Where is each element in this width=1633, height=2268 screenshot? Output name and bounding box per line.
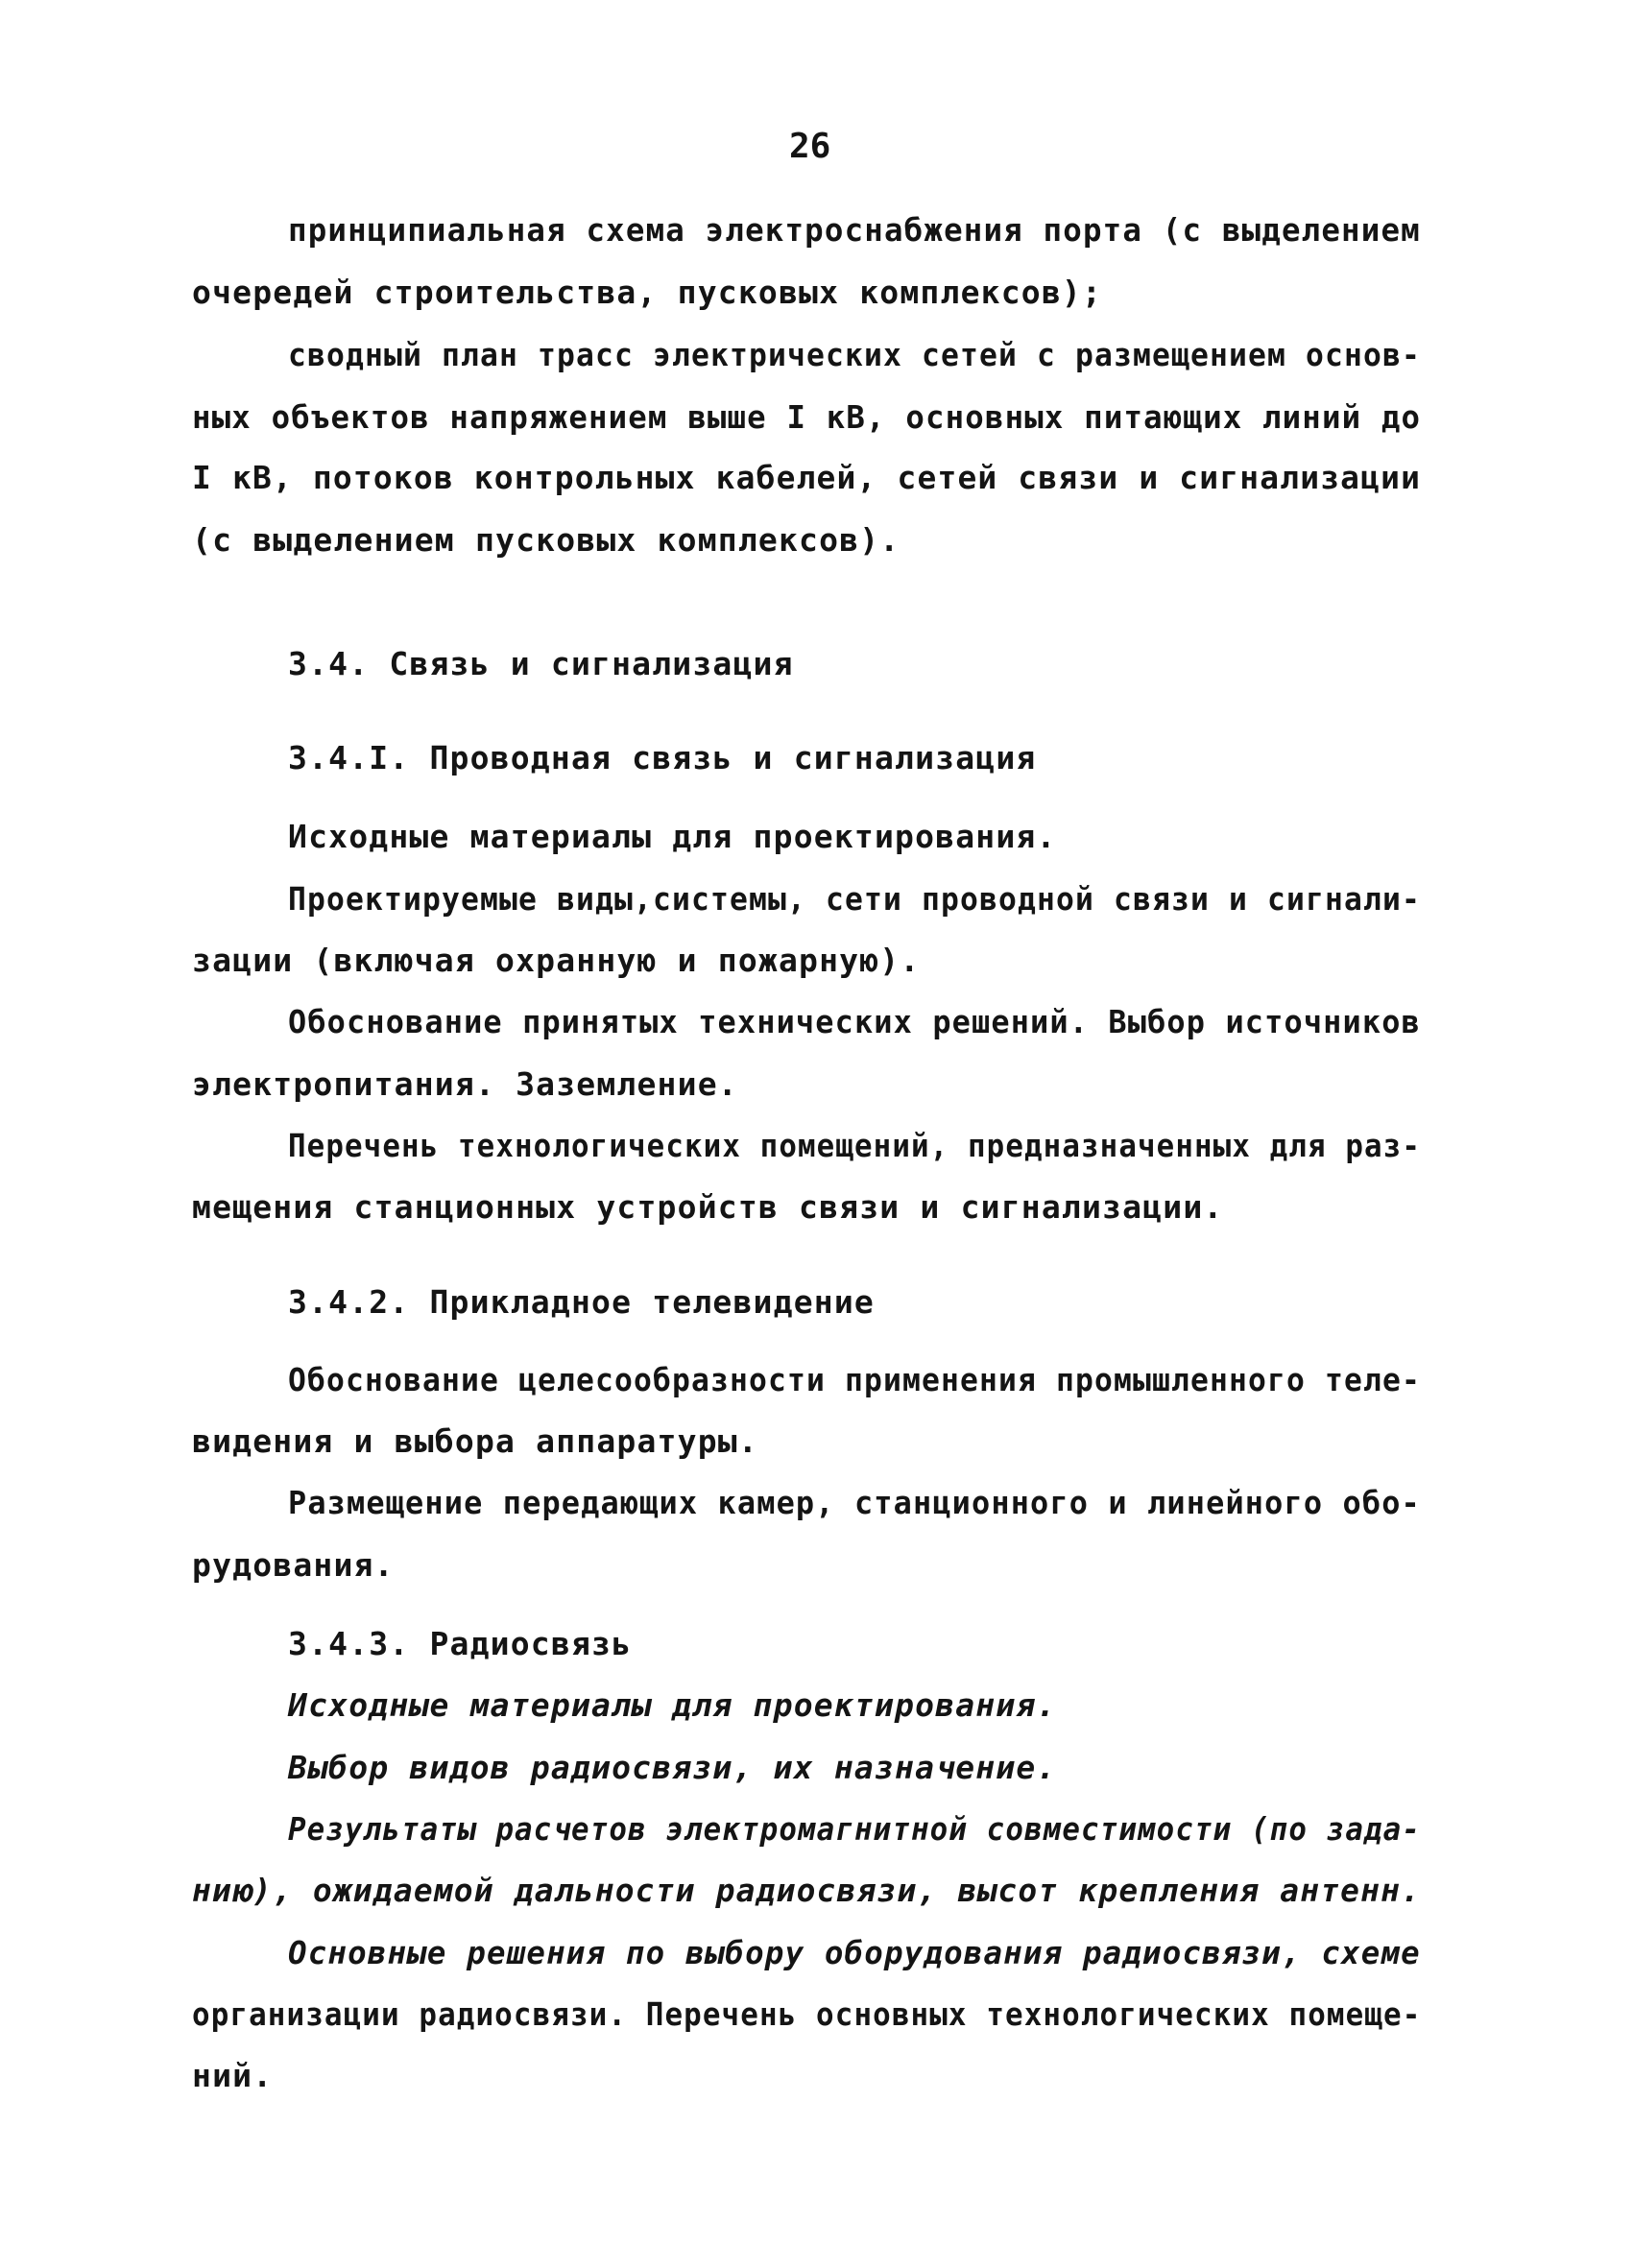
subsection-heading: 3.4.2. Прикладное телевидение: [288, 1283, 875, 1321]
text-line: Обоснование принятых технических решений. Выбор источников: [288, 1003, 1421, 1040]
section-heading: 3.4. Связь и сигнализация: [288, 645, 794, 682]
text-line: видения и выбора аппаратуры.: [192, 1422, 758, 1460]
text-line: нию), ожидаемой дальности радиосвязи, высот крепления антенн.: [192, 1872, 1422, 1909]
text-line: (с выделением пусковых комплексов).: [192, 521, 901, 559]
text-line: рудования.: [192, 1546, 395, 1584]
text-line: зации (включая охранную и пожарную).: [192, 942, 921, 979]
text-line: сводный план трасс электрических сетей с размещением основ-: [288, 336, 1421, 373]
text-line: электропитания. Заземление.: [192, 1065, 738, 1103]
text-line: Обоснование целесообразности применения промышленного теле-: [288, 1361, 1421, 1398]
text-line: Результаты расчетов электромагнитной совместимости (по зада-: [288, 1810, 1422, 1848]
text-line: Размещение передающих камер, станционного и линейного обо-: [288, 1484, 1421, 1521]
text-line: Исходные материалы для проектирования.: [288, 818, 1057, 855]
subsection-heading: 3.4.3. Радиосвязь: [288, 1625, 633, 1662]
text-line: I кВ, потоков контрольных кабелей, сетей связи и сигнализации: [192, 459, 1422, 496]
text-line: Исходные материалы для проектирования.: [288, 1686, 1057, 1724]
text-line: принципиальная схема электроснабжения порта (с выделением: [288, 211, 1421, 249]
page-number: 26: [789, 127, 831, 166]
text-line: мещения станционных устройств связи и сигнализации.: [192, 1188, 1224, 1226]
text-line: Перечень технологических помещений, предназначенных для раз-: [288, 1127, 1422, 1164]
text-line: Проектируемые виды,системы, сети проводной связи и сигнали-: [288, 880, 1421, 918]
text-line: Основные решения по выбору оборудования радиосвязи, схеме: [288, 1934, 1421, 1971]
text-line: Выбор видов радиосвязи, их назначение.: [288, 1749, 1057, 1786]
text-line: очередей строительства, пусковых комплексов);: [192, 274, 1103, 311]
subsection-heading: 3.4.I. Проводная связь и сигнализация: [288, 739, 1037, 776]
text-line: ний.: [192, 2057, 274, 2094]
text-line: ных объектов напряжением выше I кВ, основных питающих линий до: [192, 398, 1422, 436]
text-line: организации радиосвязи. Перечень основных технологических помеще-: [192, 1995, 1422, 2033]
